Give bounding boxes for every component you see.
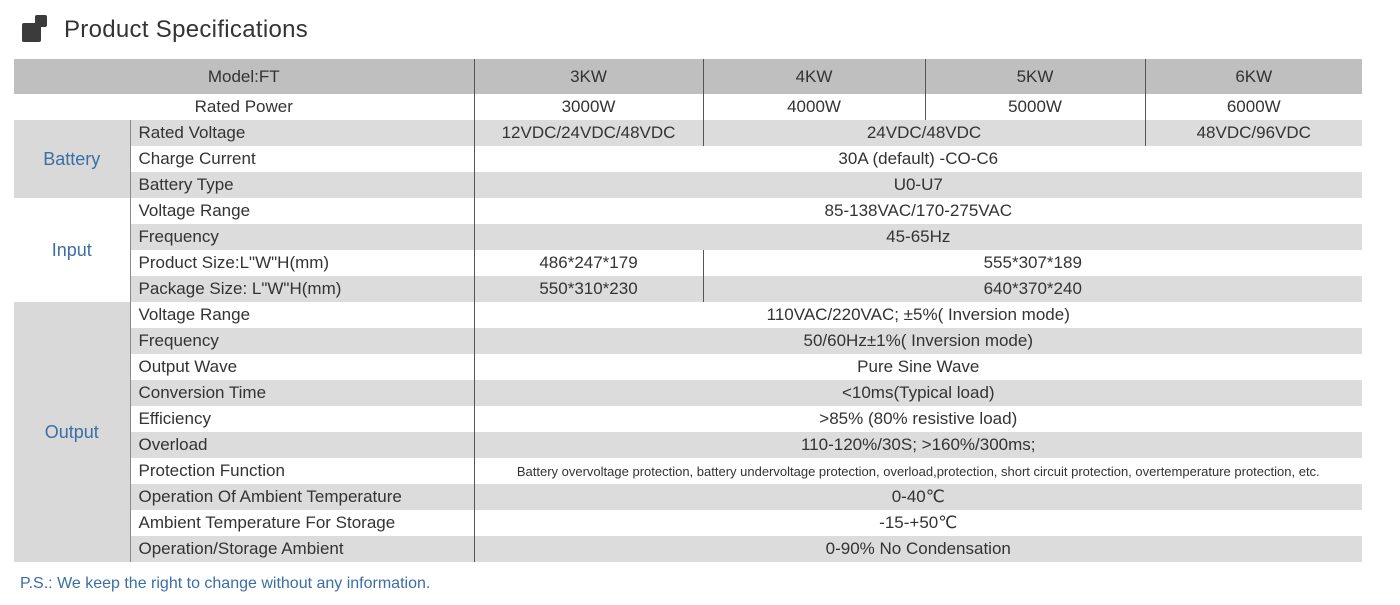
row-value: 50/60Hz±1%( Inversion mode) xyxy=(474,328,1362,354)
row-label: Operation/Storage Ambient xyxy=(130,536,474,562)
row-label: Overload xyxy=(130,432,474,458)
table-row xyxy=(14,224,1362,250)
table-row xyxy=(14,302,1362,328)
table-row xyxy=(14,198,1362,224)
category-input: Input xyxy=(14,198,130,302)
row-value: <10ms(Typical load) xyxy=(474,380,1362,406)
row-value: -15-+50℃ xyxy=(474,510,1362,536)
row-label: Product Size:L"W"H(mm) xyxy=(130,250,474,276)
row-value: 640*370*240 xyxy=(703,276,1362,302)
row-value: >85% (80% resistive load) xyxy=(474,406,1362,432)
table-row xyxy=(14,250,1362,276)
row-value: 45-65Hz xyxy=(474,224,1362,250)
category-output: Output xyxy=(14,302,130,562)
rated-power-row xyxy=(14,94,1362,120)
table-row xyxy=(14,536,1362,562)
row-value: 12VDC/24VDC/48VDC xyxy=(474,120,703,146)
table-row xyxy=(14,172,1362,198)
rated-power-label: Rated Power xyxy=(14,94,474,120)
model-4kw: 4KW xyxy=(703,59,925,94)
row-label: Conversion Time xyxy=(130,380,474,406)
row-label: Voltage Range xyxy=(130,302,474,328)
row-value: U0-U7 xyxy=(474,172,1362,198)
row-label: Output Wave xyxy=(130,354,474,380)
row-label: Efficiency xyxy=(130,406,474,432)
row-label: Voltage Range xyxy=(130,198,474,224)
spec-table xyxy=(14,59,1362,562)
row-label: Rated Voltage xyxy=(130,120,474,146)
table-row xyxy=(14,510,1362,536)
row-value: 0-90% No Condensation xyxy=(474,536,1362,562)
row-label: Charge Current xyxy=(130,146,474,172)
table-row xyxy=(14,432,1362,458)
row-value: 486*247*179 xyxy=(474,250,703,276)
header-row xyxy=(14,59,1362,94)
table-row xyxy=(14,328,1362,354)
row-label: Protection Function xyxy=(130,458,474,484)
row-value: 555*307*189 xyxy=(703,250,1362,276)
rated-power-6kw: 6000W xyxy=(1145,94,1362,120)
row-value: 110VAC/220VAC; ±5%( Inversion mode) xyxy=(474,302,1362,328)
page-title-bar xyxy=(22,12,308,48)
row-value: 85-138VAC/170-275VAC xyxy=(474,198,1362,224)
model-5kw: 5KW xyxy=(925,59,1145,94)
rated-power-5kw: 5000W xyxy=(925,94,1145,120)
page-title: Product Specifications xyxy=(64,16,309,43)
table-row xyxy=(14,406,1362,432)
row-value: 30A (default) -CO-C6 xyxy=(474,146,1362,172)
row-value: 24VDC/48VDC xyxy=(703,120,1145,146)
row-label: Operation Of Ambient Temperature xyxy=(130,484,474,510)
row-value: 0-40℃ xyxy=(474,484,1362,510)
row-label: Frequency xyxy=(130,224,474,250)
row-label: Battery Type xyxy=(130,172,474,198)
table-row xyxy=(14,458,1362,484)
table-row xyxy=(14,354,1362,380)
row-value: 550*310*230 xyxy=(474,276,703,302)
category-battery: Battery xyxy=(14,120,130,198)
model-label: Model:FT xyxy=(14,59,474,94)
row-value: Battery overvoltage protection, battery undervoltage protection, overload,protection, short circuit protection, overtemperature protection, etc. xyxy=(474,458,1362,484)
table-row xyxy=(14,120,1362,146)
model-3kw: 3KW xyxy=(474,59,703,94)
model-6kw: 6KW xyxy=(1145,59,1362,94)
footnote: P.S.: We keep the right to change without any information. xyxy=(20,575,431,592)
rated-power-3kw: 3000W xyxy=(474,94,703,120)
row-value: 110-120%/30S; >160%/300ms; xyxy=(474,432,1362,458)
table-row xyxy=(14,146,1362,172)
table-row xyxy=(14,484,1362,510)
rated-power-4kw: 4000W xyxy=(703,94,925,120)
row-value: 48VDC/96VDC xyxy=(1145,120,1362,146)
table-row xyxy=(14,276,1362,302)
row-value: Pure Sine Wave xyxy=(474,354,1362,380)
row-label: Package Size: L"W"H(mm) xyxy=(130,276,474,302)
table-row xyxy=(14,380,1362,406)
row-label: Frequency xyxy=(130,328,474,354)
row-label: Ambient Temperature For Storage xyxy=(130,510,474,536)
squares-logo-icon xyxy=(22,15,48,45)
